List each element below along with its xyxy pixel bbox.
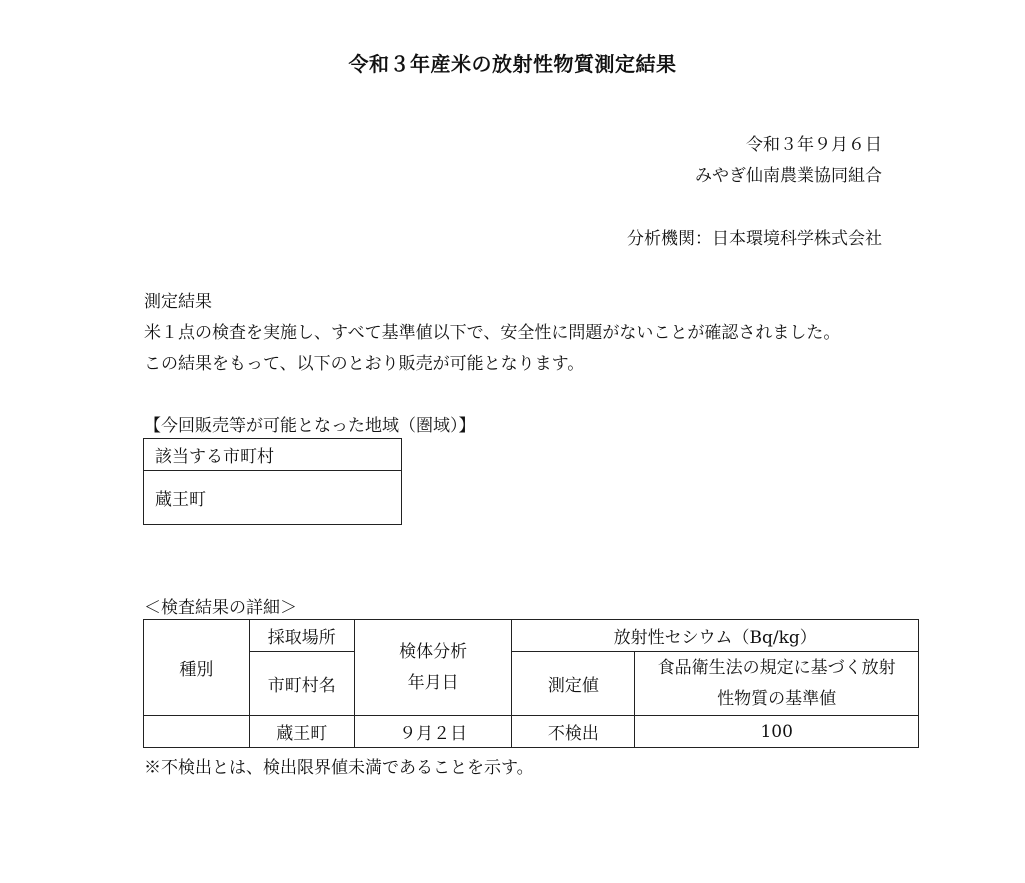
issue-date: 令和３年９月６日 bbox=[746, 135, 882, 155]
header-analysis-date bbox=[354, 620, 512, 716]
header-municipality: 市町村名 bbox=[249, 652, 354, 716]
header-sampling-place: 採取場所 bbox=[249, 620, 354, 652]
issuing-organization: みやぎ仙南農業協同組合 bbox=[695, 166, 882, 186]
area-heading: 【今回販売等が可能となった地域（圏域）】 bbox=[144, 416, 476, 436]
row-municipality: 蔵王町 bbox=[249, 716, 354, 748]
area-table-value: 蔵王町 bbox=[144, 471, 402, 525]
header-standard bbox=[635, 652, 919, 716]
result-text-line-1: 米１点の検査を実施し、すべて基準値以下で、安全性に問題がないことが確認されました。 bbox=[144, 323, 841, 343]
row-measured-value: 不検出 bbox=[512, 716, 635, 748]
document-title: 令和３年産米の放射性物質測定結果 bbox=[348, 52, 677, 76]
area-table-header: 該当する市町村 bbox=[144, 439, 402, 471]
header-analysis-date-line-2: 年月日 bbox=[407, 672, 459, 693]
area-table bbox=[143, 438, 402, 525]
result-text-line-2: この結果をもって、以下のとおり販売が可能となります。 bbox=[144, 354, 585, 374]
row-analysis-date: ９月２日 bbox=[354, 716, 512, 748]
analysis-lab: 分析機関：日本環境科学株式会社 bbox=[627, 229, 882, 249]
table-row bbox=[144, 716, 919, 748]
row-type bbox=[144, 716, 250, 748]
header-cesium: 放射性セシウム（Bq/kg） bbox=[512, 620, 919, 652]
result-heading: 測定結果 bbox=[144, 292, 212, 312]
detail-table bbox=[143, 619, 919, 748]
header-standard-line-1: 食品衛生法の規定に基づく放射 bbox=[657, 657, 896, 678]
row-standard: 100 bbox=[635, 716, 919, 748]
header-measured-value: 測定値 bbox=[512, 652, 635, 716]
header-analysis-date-line-1: 検体分析 bbox=[399, 641, 468, 662]
header-type: 種別 bbox=[144, 620, 250, 716]
footnote: ※不検出とは、検出限界値未満であることを示す。 bbox=[144, 758, 534, 778]
detail-heading: ＜検査結果の詳細＞ bbox=[144, 598, 297, 618]
header-standard-line-2: 性物質の基準値 bbox=[717, 688, 837, 709]
